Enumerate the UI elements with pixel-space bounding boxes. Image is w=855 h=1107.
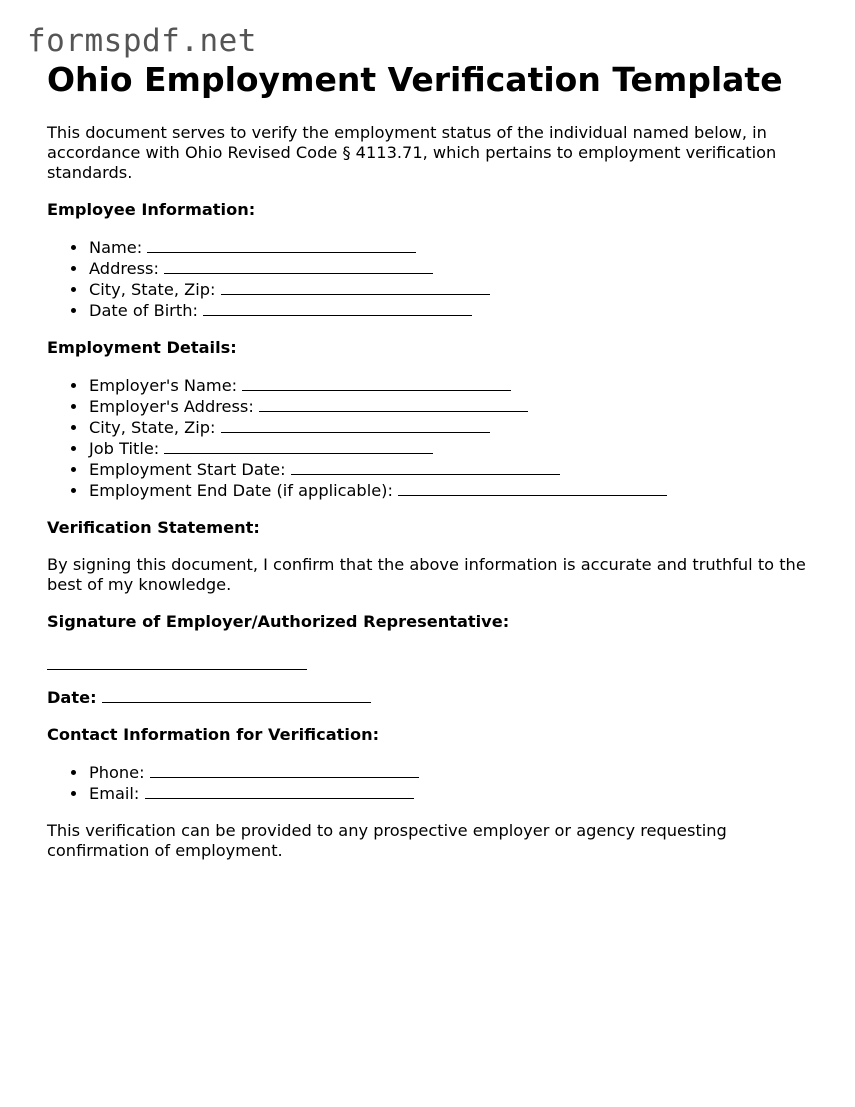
address-blank[interactable] <box>164 258 433 274</box>
employment-details-heading: Employment Details: <box>47 338 237 357</box>
list-item <box>89 762 817 783</box>
list-item <box>89 396 817 417</box>
email-blank[interactable] <box>145 783 414 799</box>
list-item <box>89 375 817 396</box>
field-label: Employer's Address: <box>89 397 254 416</box>
field-label: Date of Birth: <box>89 301 198 320</box>
employer-city-state-zip-blank[interactable] <box>221 417 490 433</box>
list-item <box>89 480 817 501</box>
employment-details-list <box>47 375 817 501</box>
date-blank[interactable] <box>102 687 371 703</box>
date-of-birth-blank[interactable] <box>203 300 472 316</box>
contact-information-heading: Contact Information for Verification: <box>47 725 380 744</box>
list-item <box>89 237 817 258</box>
verification-statement-heading: Verification Statement: <box>47 518 260 537</box>
list-item <box>89 279 817 300</box>
list-item <box>89 300 817 321</box>
closing-paragraph: This verification can be provided to any prospective employer or agency requesting confirmation of employment. <box>47 821 727 860</box>
date-label: Date: <box>47 688 97 707</box>
document-page <box>47 58 817 861</box>
page-title: Ohio Employment Verification Template <box>47 60 783 99</box>
list-item <box>89 459 817 480</box>
date-row <box>47 687 817 708</box>
list-item <box>89 783 817 804</box>
field-label: Name: <box>89 238 143 257</box>
field-label: Address: <box>89 259 159 278</box>
signature-line[interactable] <box>47 669 307 670</box>
field-label: Employment Start Date: <box>89 460 286 479</box>
list-item <box>89 258 817 279</box>
field-label: Email: <box>89 784 140 803</box>
city-state-zip-blank[interactable] <box>221 279 490 295</box>
start-date-blank[interactable] <box>291 459 560 475</box>
employee-information-heading: Employee Information: <box>47 200 256 219</box>
field-label: City, State, Zip: <box>89 280 216 299</box>
employer-address-blank[interactable] <box>259 396 528 412</box>
field-label: Employment End Date (if applicable): <box>89 481 393 500</box>
employer-name-blank[interactable] <box>242 375 511 391</box>
list-item <box>89 438 817 459</box>
contact-information-list <box>47 762 817 804</box>
field-label: Phone: <box>89 763 145 782</box>
job-title-blank[interactable] <box>164 438 433 454</box>
employee-information-list <box>47 237 817 321</box>
phone-blank[interactable] <box>150 762 419 778</box>
list-item <box>89 417 817 438</box>
end-date-blank[interactable] <box>398 480 667 496</box>
field-label: Employer's Name: <box>89 376 238 395</box>
intro-paragraph: This document serves to verify the employment status of the individual named below, in accordance with Ohio Revised Code § 4113.71, which pertains to employment verification standards. <box>47 123 777 182</box>
name-blank[interactable] <box>147 237 416 253</box>
watermark: formspdf.net <box>27 23 257 59</box>
signature-heading: Signature of Employer/Authorized Representative: <box>47 612 510 631</box>
verification-statement-text: By signing this document, I confirm that the above information is accurate and truthful to the best of my knowledge. <box>47 555 806 594</box>
field-label: City, State, Zip: <box>89 418 216 437</box>
field-label: Job Title: <box>89 439 160 458</box>
